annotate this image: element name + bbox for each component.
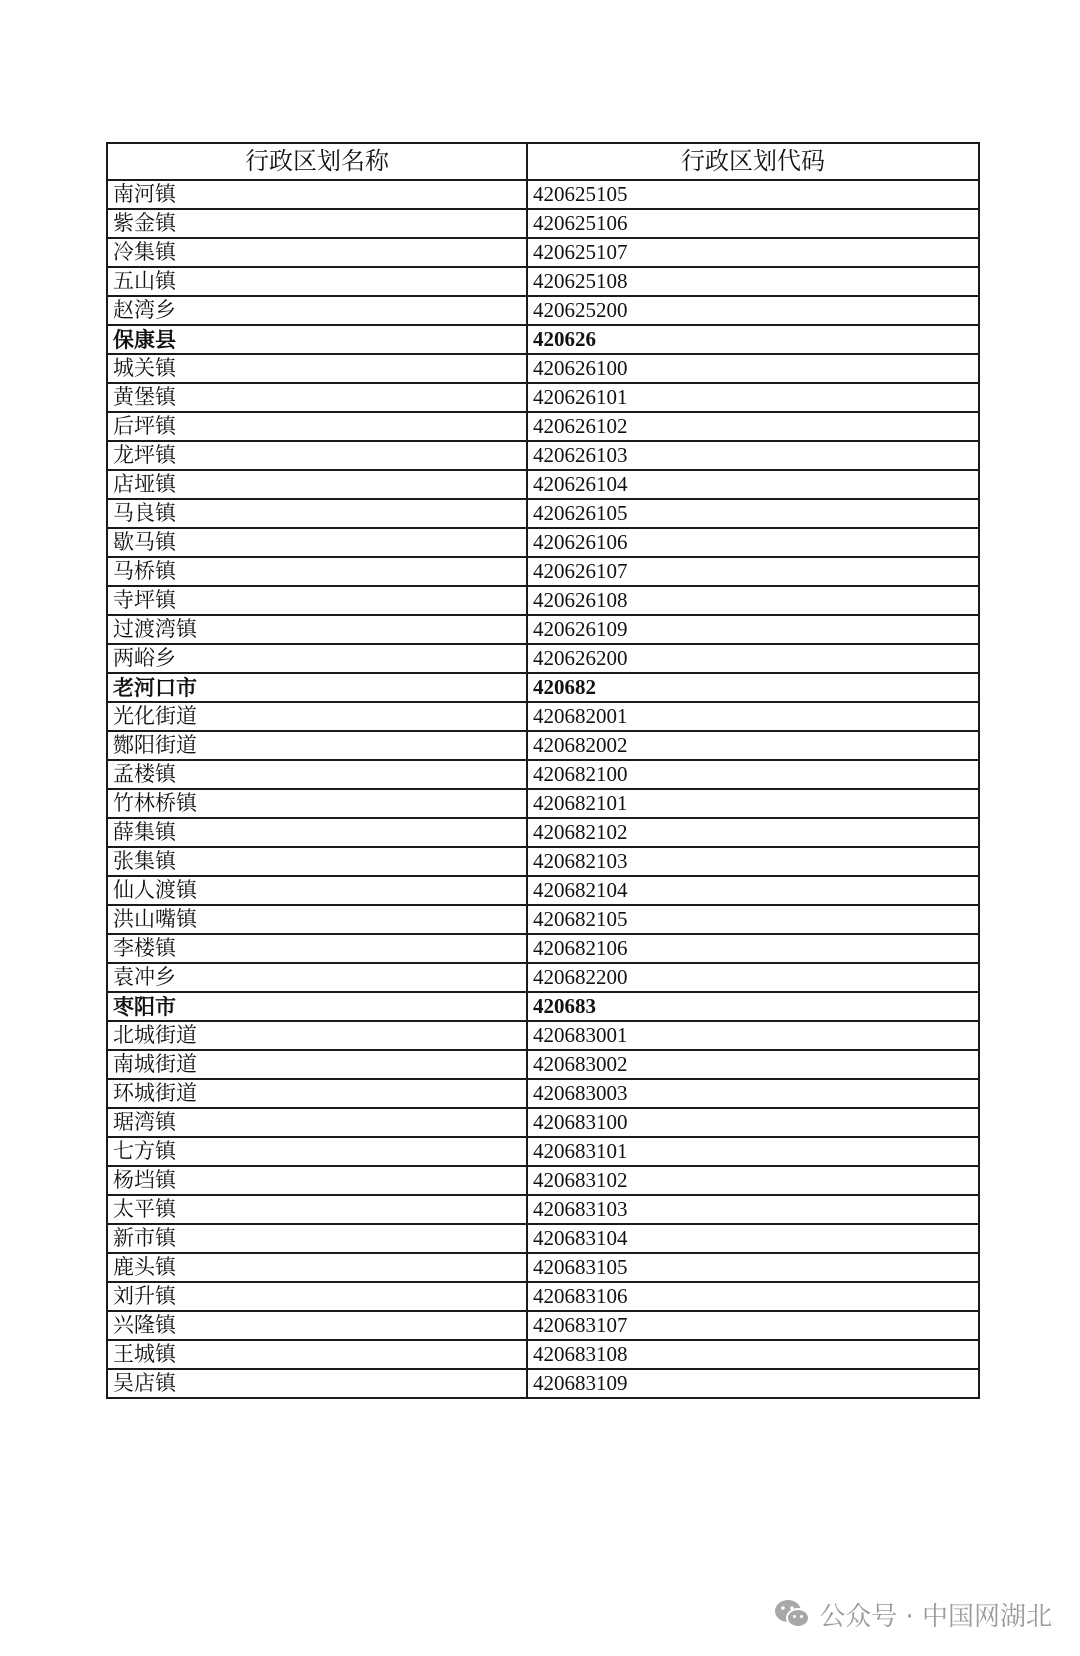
division-code-cell: 420683108 [527, 1340, 979, 1369]
table-row-county [107, 673, 979, 702]
watermark-text: 公众号 · 中国网湖北 [819, 1601, 1052, 1632]
table-row [107, 1021, 979, 1050]
division-code-cell: 420626104 [527, 470, 979, 499]
division-code-cell: 420626101 [527, 383, 979, 412]
division-name-cell: 王城镇 [107, 1340, 527, 1369]
division-code-cell: 420683002 [527, 1050, 979, 1079]
division-code-cell: 420625108 [527, 267, 979, 296]
table-header-row [107, 143, 979, 180]
division-code-cell: 420682104 [527, 876, 979, 905]
header-division-name: 行政区划名称 [107, 143, 527, 180]
table-row [107, 296, 979, 325]
wechat-icon [773, 1598, 811, 1630]
table-row [107, 731, 979, 760]
division-name-cell: 两峪乡 [107, 644, 527, 673]
division-code-cell: 420682101 [527, 789, 979, 818]
table-row [107, 1050, 979, 1079]
table-row [107, 963, 979, 992]
table-row [107, 1166, 979, 1195]
table-row [107, 1253, 979, 1282]
table-row [107, 1137, 979, 1166]
division-name-cell: 城关镇 [107, 354, 527, 383]
division-name-cell: 李楼镇 [107, 934, 527, 963]
division-code-cell: 420683001 [527, 1021, 979, 1050]
header-division-code: 行政区划代码 [527, 143, 979, 180]
division-code-cell: 420626102 [527, 412, 979, 441]
division-code-cell: 420626107 [527, 557, 979, 586]
table-row [107, 702, 979, 731]
table-row [107, 383, 979, 412]
division-name-cell: 琚湾镇 [107, 1108, 527, 1137]
division-code-cell: 420683109 [527, 1369, 979, 1398]
table-row [107, 1311, 979, 1340]
division-code-cell: 420683107 [527, 1311, 979, 1340]
division-code-cell: 420683 [527, 992, 979, 1021]
division-code-cell: 420682200 [527, 963, 979, 992]
division-name-cell: 杨垱镇 [107, 1166, 527, 1195]
watermark [773, 1594, 1052, 1634]
division-name-cell: 马桥镇 [107, 557, 527, 586]
division-code-cell: 420682 [527, 673, 979, 702]
table-row [107, 1369, 979, 1398]
division-code-cell: 420626106 [527, 528, 979, 557]
division-code-cell: 420682100 [527, 760, 979, 789]
division-name-cell: 北城街道 [107, 1021, 527, 1050]
table-row [107, 470, 979, 499]
division-name-cell: 保康县 [107, 325, 527, 354]
division-code-cell: 420626108 [527, 586, 979, 615]
table-row [107, 847, 979, 876]
division-name-cell: 七方镇 [107, 1137, 527, 1166]
division-name-cell: 环城街道 [107, 1079, 527, 1108]
table-row [107, 441, 979, 470]
division-code-cell: 420683102 [527, 1166, 979, 1195]
division-name-cell: 龙坪镇 [107, 441, 527, 470]
table-row [107, 557, 979, 586]
table-row [107, 1079, 979, 1108]
division-code-cell: 420626103 [527, 441, 979, 470]
division-name-cell: 薛集镇 [107, 818, 527, 847]
table-row [107, 1282, 979, 1311]
table-row [107, 1224, 979, 1253]
table-row [107, 354, 979, 383]
division-code-cell: 420626109 [527, 615, 979, 644]
division-name-cell: 洪山嘴镇 [107, 905, 527, 934]
division-name-cell: 冷集镇 [107, 238, 527, 267]
division-name-cell: 南河镇 [107, 180, 527, 209]
division-name-cell: 店垭镇 [107, 470, 527, 499]
division-code-cell: 420682102 [527, 818, 979, 847]
table-row [107, 818, 979, 847]
division-name-cell: 枣阳市 [107, 992, 527, 1021]
table-row [107, 412, 979, 441]
table-row [107, 789, 979, 818]
division-name-cell: 酂阳街道 [107, 731, 527, 760]
division-name-cell: 孟楼镇 [107, 760, 527, 789]
division-code-cell: 420683101 [527, 1137, 979, 1166]
table-row [107, 760, 979, 789]
division-name-cell: 袁冲乡 [107, 963, 527, 992]
division-name-cell: 刘升镇 [107, 1282, 527, 1311]
division-code-cell: 420626200 [527, 644, 979, 673]
table-row-county [107, 325, 979, 354]
division-name-cell: 歇马镇 [107, 528, 527, 557]
division-name-cell: 竹林桥镇 [107, 789, 527, 818]
table-row [107, 934, 979, 963]
division-code-cell: 420626105 [527, 499, 979, 528]
table-row [107, 644, 979, 673]
table-row-county [107, 992, 979, 1021]
table-row [107, 876, 979, 905]
division-name-cell: 张集镇 [107, 847, 527, 876]
division-code-cell: 420683103 [527, 1195, 979, 1224]
division-code-cell: 420682106 [527, 934, 979, 963]
table-row [107, 615, 979, 644]
table-row [107, 1195, 979, 1224]
division-name-cell: 鹿头镇 [107, 1253, 527, 1282]
division-name-cell: 马良镇 [107, 499, 527, 528]
table-row [107, 1108, 979, 1137]
table-row [107, 267, 979, 296]
division-code-cell: 420683100 [527, 1108, 979, 1137]
division-name-cell: 紫金镇 [107, 209, 527, 238]
table-row [107, 209, 979, 238]
division-code-cell: 420683106 [527, 1282, 979, 1311]
table-row [107, 528, 979, 557]
division-name-cell: 赵湾乡 [107, 296, 527, 325]
division-code-cell: 420626 [527, 325, 979, 354]
division-name-cell: 新市镇 [107, 1224, 527, 1253]
division-name-cell: 过渡湾镇 [107, 615, 527, 644]
table-row [107, 586, 979, 615]
division-name-cell: 兴隆镇 [107, 1311, 527, 1340]
division-code-cell: 420625200 [527, 296, 979, 325]
division-name-cell: 后坪镇 [107, 412, 527, 441]
table-row [107, 1340, 979, 1369]
division-code-cell: 420626100 [527, 354, 979, 383]
table-body [107, 180, 979, 1398]
division-name-cell: 光化街道 [107, 702, 527, 731]
division-code-cell: 420683105 [527, 1253, 979, 1282]
table-row [107, 238, 979, 267]
division-code-cell: 420625105 [527, 180, 979, 209]
division-name-cell: 寺坪镇 [107, 586, 527, 615]
division-code-table [106, 142, 980, 1399]
division-code-cell: 420683003 [527, 1079, 979, 1108]
division-code-cell: 420625107 [527, 238, 979, 267]
division-name-cell: 太平镇 [107, 1195, 527, 1224]
division-name-cell: 老河口市 [107, 673, 527, 702]
table-row [107, 180, 979, 209]
division-code-cell: 420625106 [527, 209, 979, 238]
division-name-cell: 南城街道 [107, 1050, 527, 1079]
division-code-cell: 420682001 [527, 702, 979, 731]
division-code-cell: 420683104 [527, 1224, 979, 1253]
division-code-cell: 420682105 [527, 905, 979, 934]
table-row [107, 905, 979, 934]
division-code-cell: 420682103 [527, 847, 979, 876]
division-name-cell: 吴店镇 [107, 1369, 527, 1398]
division-code-cell: 420682002 [527, 731, 979, 760]
table-row [107, 499, 979, 528]
division-name-cell: 五山镇 [107, 267, 527, 296]
division-name-cell: 仙人渡镇 [107, 876, 527, 905]
division-name-cell: 黄堡镇 [107, 383, 527, 412]
